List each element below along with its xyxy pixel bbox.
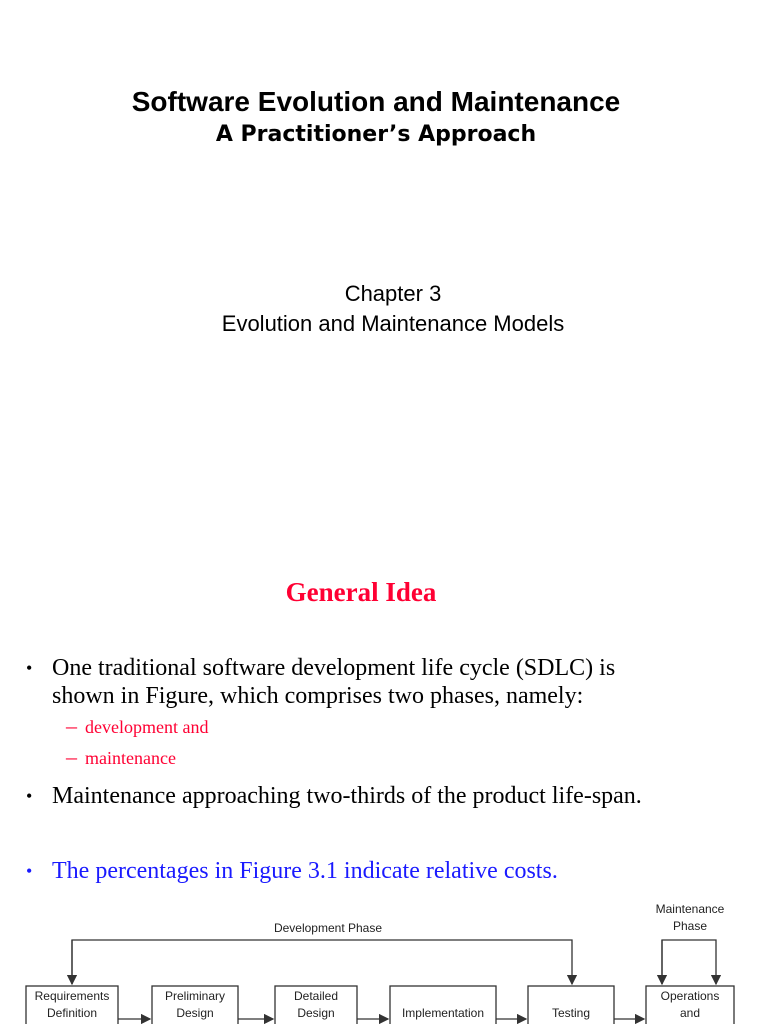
box-operations-label: Operations — [660, 989, 720, 1003]
sub-bullet-text: maintenance — [85, 748, 176, 768]
chapter-title: Evolution and Maintenance Models — [221, 311, 565, 336]
slide-subtitle: A Practitioner’s Approach — [215, 122, 537, 147]
bullet-text: The percentages in Figure 3.1 indicate relative costs. — [52, 858, 558, 884]
box-requirements-label-2: Definition — [46, 1006, 98, 1020]
bullet-text: shown in Figure, which comprises two phases, namely: — [52, 683, 584, 709]
dash-glyph: – — [66, 744, 77, 769]
development-phase-label: Development Phase — [273, 921, 383, 935]
box-detailed-label: Detailed — [293, 989, 339, 1003]
maintenance-phase-label-2: Phase — [672, 919, 708, 933]
box-testing-label: Testing — [551, 1006, 591, 1020]
sub-bullet-text: development and — [85, 717, 209, 737]
box-operations-label-2: and — [679, 1006, 701, 1020]
dash-glyph: – — [66, 713, 77, 738]
bullet-text: Maintenance approaching two-thirds of the product life-span. — [52, 783, 642, 809]
slide-title: Software Evolution and Maintenance — [131, 86, 621, 117]
bullet-glyph: • — [26, 861, 33, 881]
box-preliminary-label: Preliminary — [164, 989, 226, 1003]
section-heading: General Idea — [285, 577, 437, 607]
bullet-glyph: • — [26, 786, 33, 806]
sdlc-figure — [0, 895, 768, 1024]
box-implementation-label: Implementation — [401, 1006, 485, 1020]
bullet-glyph: • — [26, 658, 33, 678]
box-preliminary-label-2: Design — [176, 1006, 214, 1020]
maintenance-phase-label: Maintenance — [655, 902, 725, 916]
bullet-text: One traditional software development life cycle (SDLC) is — [52, 655, 616, 681]
maintenance-loop — [662, 940, 716, 984]
box-detailed-label-2: Design — [297, 1006, 335, 1020]
development-phase-bracket — [72, 940, 572, 984]
box-requirements-label: Requirements — [34, 989, 110, 1003]
chapter-number: Chapter 3 — [344, 281, 442, 306]
